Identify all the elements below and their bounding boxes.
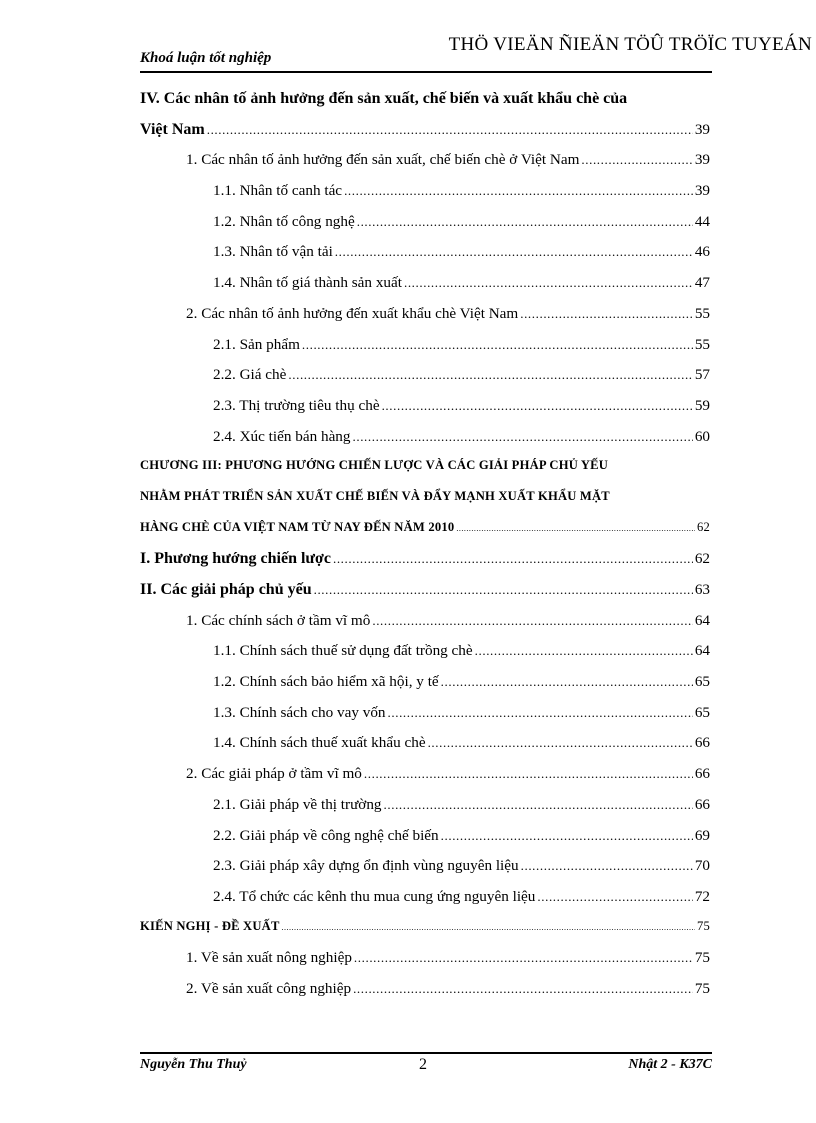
toc-dot-leader [382, 398, 693, 414]
header-right-title: THÖ VIEÄN ÑIEÄN TÖÛ TRÖÏC TUYEÁN [448, 34, 812, 55]
toc-entry-page: 55 [694, 335, 710, 353]
toc-dot-leader [344, 183, 693, 199]
toc-dot-leader [428, 735, 693, 751]
toc-entry-title: 2.1. Sản phẩm [213, 335, 300, 353]
toc-entry [140, 274, 710, 305]
toc-entry-page: 39 [694, 151, 710, 169]
toc-dot-leader [404, 275, 693, 291]
toc-entry [140, 489, 710, 520]
toc-entry [140, 642, 710, 673]
toc-entry-title: 1.3. Chính sách cho vay vốn [213, 703, 386, 721]
toc-entry-page: 60 [694, 427, 710, 445]
toc-entry-title: I. Phương hướng chiến lược [140, 550, 331, 568]
toc-entry [140, 520, 710, 551]
toc-entry [140, 336, 710, 367]
toc-entry [140, 857, 710, 888]
toc-entry-page: 64 [694, 611, 710, 629]
toc-entry-page: 46 [694, 243, 710, 261]
toc-entry [140, 796, 710, 827]
toc-entry-title: IV. Các nhân tố ảnh hưởng đến sản xuất, chế biến và xuất khẩu chè của [140, 90, 628, 107]
toc-entry [140, 213, 710, 244]
header-rule [140, 71, 712, 73]
toc-entry [140, 366, 710, 397]
toc-dot-leader [456, 524, 695, 533]
toc-entry-page: 75 [694, 949, 710, 967]
toc-dot-leader [335, 244, 693, 260]
footer-rule [140, 1052, 712, 1054]
toc-entry [140, 581, 710, 612]
toc-entry [140, 428, 710, 459]
toc-entry [140, 734, 710, 765]
toc-entry-title: 1. Về sản xuất nông nghiệp [186, 949, 352, 967]
toc-entry-page: 65 [694, 673, 710, 691]
toc-entry-title: 1. Các nhân tố ảnh hưởng đến sản xuất, chế biến chè ở Việt Nam [186, 151, 580, 169]
toc-entry-title: 2. Các nhân tố ảnh hưởng đến xuất khẩu chè Việt Nam [186, 304, 519, 322]
toc-entry-title: 2.1. Giải pháp về thị trường [213, 795, 382, 813]
toc-entry-title: Việt Nam [140, 120, 205, 138]
toc-entry-page: 44 [694, 212, 710, 230]
toc-dot-leader [207, 122, 693, 138]
toc-entry [140, 827, 710, 858]
toc-entry [140, 121, 710, 152]
toc-entry-title: KIẾN NGHỊ - ĐỀ XUẤT [140, 918, 280, 933]
toc-dot-leader [521, 858, 693, 874]
toc-entry [140, 919, 710, 950]
toc-dot-leader [372, 613, 692, 629]
toc-entry-page: 39 [694, 182, 710, 200]
toc-dot-leader [388, 705, 693, 721]
toc-entry-title: 2.2. Giải pháp về công nghệ chế biến [213, 826, 439, 844]
toc-entry [140, 550, 710, 581]
toc-dot-leader [441, 674, 693, 690]
toc-entry-page: 47 [694, 274, 710, 292]
toc-entry-title: 2.4. Tổ chức các kênh thu mua cung ứng nguyên liệu [213, 887, 536, 905]
toc-dot-leader [357, 214, 693, 230]
toc-entry [140, 151, 710, 182]
toc-entry-title: CHƯƠNG III: PHƯƠNG HƯỚNG CHIẾN LƯỢC VÀ CÁC GIẢI PHÁP CHỦ YẾU [140, 458, 609, 473]
toc-entry [140, 612, 710, 643]
toc-entry [140, 90, 710, 121]
toc-entry-page: 39 [694, 120, 710, 138]
toc-entry-page: 65 [694, 703, 710, 721]
toc-dot-leader [333, 551, 693, 567]
toc-entry-page: 62 [697, 519, 710, 534]
toc-entry-page: 57 [694, 366, 710, 384]
toc-entry [140, 305, 710, 336]
toc-entry-page: 70 [694, 857, 710, 875]
toc-dot-leader [537, 889, 692, 905]
toc-entry-page: 75 [697, 918, 710, 933]
toc-entry-title: HÀNG CHÈ CỦA VIỆT NAM TỪ NAY ĐẾN NĂM 2010 [140, 519, 455, 534]
toc-entry [140, 704, 710, 735]
toc-entry-page: 63 [694, 581, 710, 598]
toc-entry [140, 182, 710, 213]
toc-entry-title: II. Các giải pháp chủ yếu [140, 581, 312, 598]
footer-class: Nhật 2 - K37C [628, 1057, 712, 1072]
toc-entry [140, 888, 710, 919]
toc-dot-leader [314, 582, 693, 598]
toc-entry-title: 2.3. Thị trường tiêu thụ chè [213, 396, 380, 414]
toc-dot-leader [288, 367, 692, 383]
toc-entry-page: 66 [694, 734, 710, 752]
toc-entry-title: 1.3. Nhân tố vận tải [213, 243, 333, 261]
toc-entry [140, 980, 710, 1011]
toc-entry-title: 2. Về sản xuất công nghiệp [186, 979, 352, 997]
toc-entry [140, 765, 710, 796]
toc-entry [140, 243, 710, 274]
toc-dot-leader [520, 306, 693, 322]
toc-dot-leader [353, 429, 693, 445]
toc-entry-page: 66 [694, 765, 710, 783]
toc-dot-leader [353, 981, 693, 997]
toc-entry-title: 2.3. Giải pháp xây dựng ổn định vùng nguyên liệu [213, 857, 519, 875]
toc-entry-page: 59 [694, 396, 710, 414]
toc-dot-leader [302, 337, 693, 353]
toc-entry-title: 1.2. Nhân tố công nghệ [213, 212, 355, 230]
toc-entry-title: NHẰM PHÁT TRIỂN SẢN XUẤT CHẾ BIẾN VÀ ĐẨY MẠNH XUẤT KHẨU MẶT [140, 488, 610, 503]
toc-dot-leader [441, 828, 693, 844]
toc-dot-leader [384, 797, 693, 813]
toc-entry-title: 2.4. Xúc tiến bán hàng [213, 427, 351, 445]
footer-author: Nguyễn Thu Thuỷ [140, 1057, 247, 1072]
toc-entry-page: 69 [694, 826, 710, 844]
toc-dot-leader [581, 152, 692, 168]
table-of-contents [140, 90, 710, 1011]
toc-entry [140, 397, 710, 428]
toc-entry [140, 458, 710, 489]
toc-entry-page: 66 [694, 795, 710, 813]
toc-entry [140, 949, 710, 980]
toc-entry-title: 1. Các chính sách ở tầm vĩ mô [186, 611, 371, 629]
toc-entry-page: 64 [694, 642, 710, 660]
toc-entry-title: 2. Các giải pháp ở tầm vĩ mô [186, 765, 362, 783]
toc-entry-title: 2.2. Giá chè [213, 366, 287, 384]
toc-entry-title: 1.1. Nhân tố canh tác [213, 182, 343, 200]
footer-page-number: 2 [419, 1056, 427, 1073]
toc-entry [140, 673, 710, 704]
toc-entry-title: 1.4. Nhân tố giá thành sản xuất [213, 274, 402, 292]
toc-dot-leader [282, 923, 695, 932]
toc-dot-leader [364, 766, 693, 782]
toc-entry-page: 55 [694, 304, 710, 322]
toc-entry-title: 1.2. Chính sách bảo hiểm xã hội, y tế [213, 673, 439, 691]
toc-entry-title: 1.1. Chính sách thuế sử dụng đất trồng chè [213, 642, 473, 660]
toc-entry-page: 72 [694, 887, 710, 905]
toc-entry-page: 75 [694, 979, 710, 997]
toc-entry-title: 1.4. Chính sách thuế xuất khẩu chè [213, 734, 426, 752]
header-left-title: Khoá luận tốt nghiệp [140, 50, 272, 66]
toc-entry-page: 62 [694, 550, 710, 568]
toc-dot-leader [475, 643, 693, 659]
toc-dot-leader [354, 950, 693, 966]
